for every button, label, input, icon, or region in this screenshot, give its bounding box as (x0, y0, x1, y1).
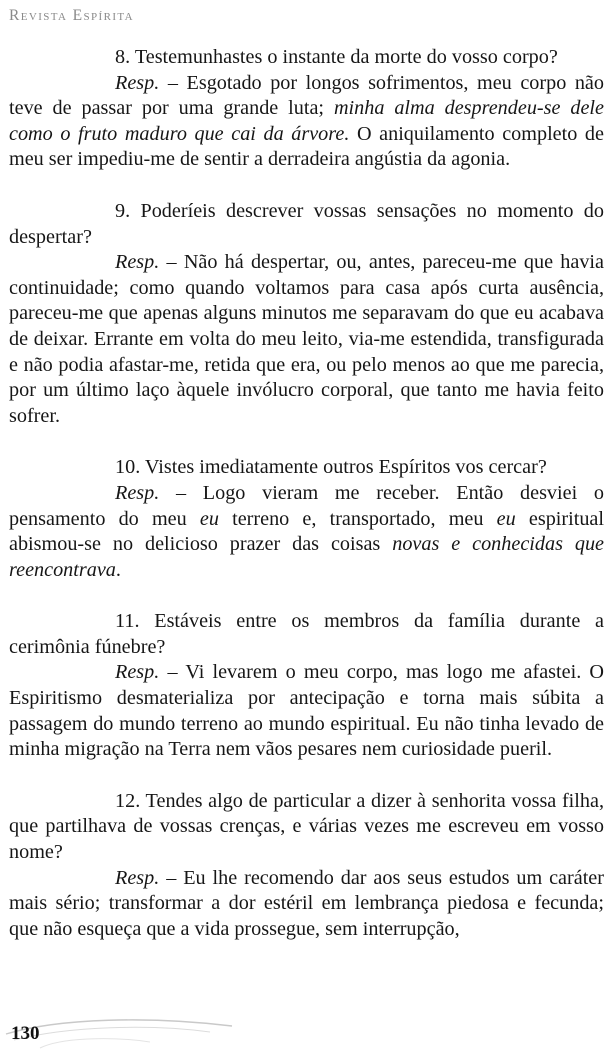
answer-11 (9, 660, 604, 762)
resp-label: Resp. (115, 481, 160, 504)
answer-text: espiritual abismou-se no delicioso prazer das coisas (9, 507, 605, 556)
answer-10 (9, 481, 604, 583)
resp-label: Resp. (115, 251, 160, 274)
question-9: 9. Poderíeis descrever vossas sensações no momento do despertar? (9, 199, 604, 248)
answer-text: – Logo vieram me receber. Então desviei o pensamento do meu (9, 481, 604, 530)
running-head: Revista Espírita (9, 7, 134, 24)
page-body (9, 45, 604, 942)
page-number: 130 (11, 1023, 40, 1044)
answer-12 (9, 866, 604, 943)
question-8: 8. Testemunhastes o instante da morte do vosso corpo? (115, 46, 558, 68)
answer-text: – Esgotado por longos sofrimentos, meu corpo não teve de passar por uma grande luta; (9, 71, 604, 120)
answer-text: – Eu lhe recomendo dar aos seus estudos um caráter mais sério; transformar a dor estéril em lembrança piedosa e fecunda; que não esqueça que a vida prossegue, sem interrupção, (9, 866, 604, 940)
answer-text: – Vi levarem o meu corpo, mas logo me afastei. O Espiritismo desmaterializa por antecipação e torna mais súbita a passagem do mundo terreno ao mundo espiritual. Eu não tinha levado de minha migração na Terra nem vãos pesares nem curiosidade pueril. (9, 661, 604, 761)
answer-emphasis: eu (199, 507, 219, 530)
question-12: 12. Tendes algo de particular a dizer à senhorita vossa filha, que partilhava de vossas crenças, e várias vezes me escreveu em vosso nome? (9, 789, 604, 864)
question-10: 10. Vistes imediatamente outros Espíritos vos cercar? (115, 456, 547, 479)
answer-emphasis: minha alma desprendeu-se dele como o fruto maduro que cai da árvore. (9, 97, 604, 145)
resp-label: Resp. (115, 661, 160, 684)
answer-emphasis: eu (496, 507, 516, 530)
resp-label: Resp. (115, 866, 160, 889)
answer-text: terreno e, transportado, meu (218, 507, 497, 530)
answer-text: – Não há despertar, ou, antes, pareceu-me que havia continuidade; como quando voltamos para casa após curta ausência, pareceu-me que apenas alguns minutos me separavam do que eu acabava de deixar. Errante em volta do meu leito, via-me estendida, transfigurada e não podia afastar-me, retida que era, ou pelo menos ao que me parecia, por um último laço àquele invólucro corporal, que tanto me havia feito sofrer. (9, 251, 604, 427)
answer-text: . (115, 558, 121, 581)
resp-label: Resp. (115, 71, 160, 94)
answer-emphasis: novas e conhecidas que reencontrava (9, 533, 604, 581)
answer-9 (9, 250, 604, 429)
answer-8 (9, 71, 604, 173)
answer-text: O aniquilamento completo de meu ser impediu-me de sentir a derradeira angústia da agonia. (9, 122, 604, 171)
question-11: 11. Estáveis entre os membros da família durante a cerimônia fúnebre? (9, 610, 604, 658)
